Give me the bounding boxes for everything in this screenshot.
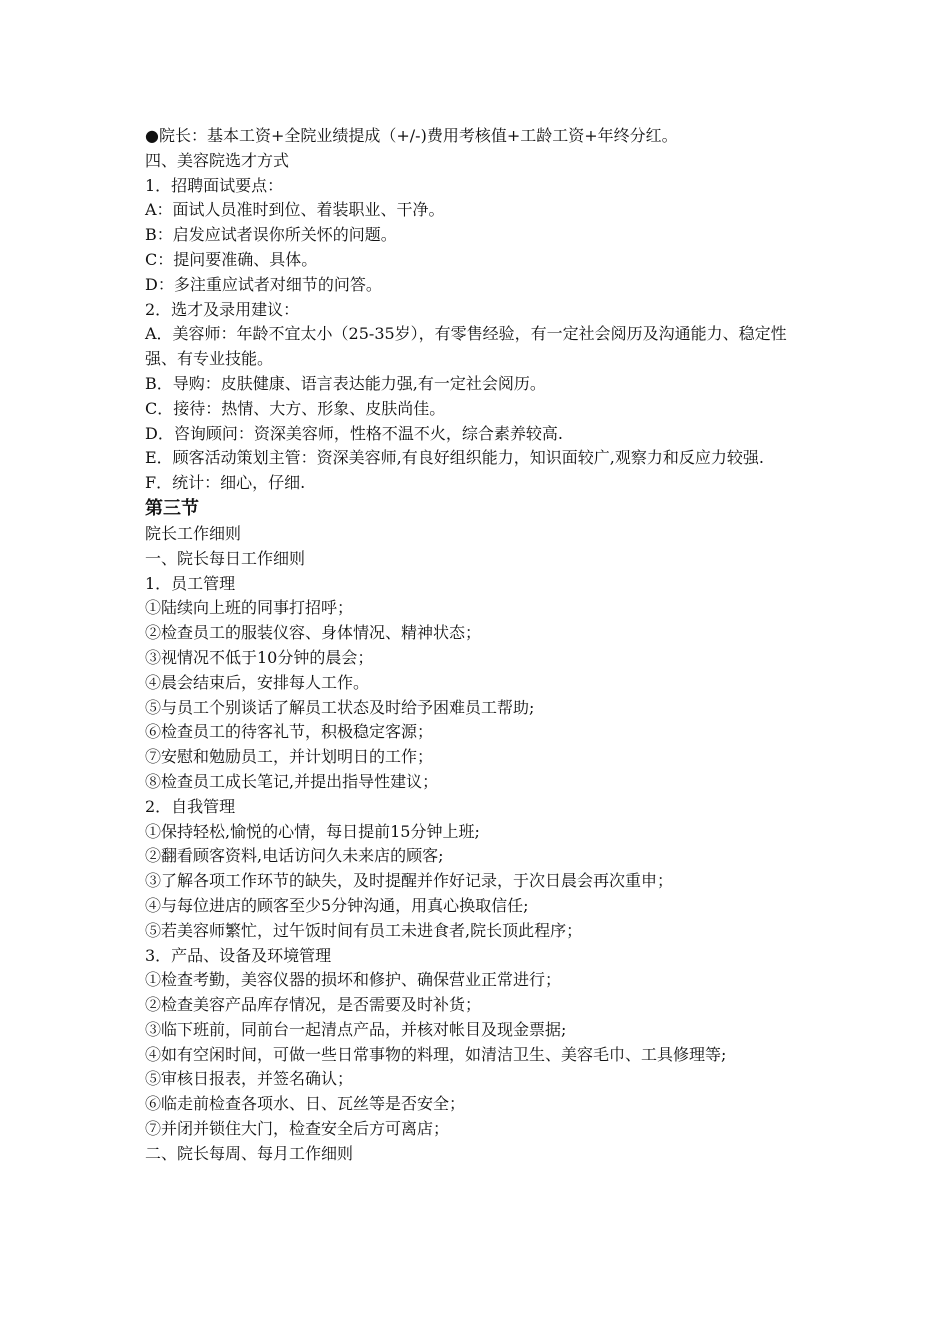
text-line: E．顾客活动策划主管：资深美容师,有良好组织能力，知识面较广,观察力和反应力较强.	[145, 448, 764, 468]
text-line: ⑦安慰和勉励员工，并计划明日的工作；	[145, 747, 434, 767]
document-page	[145, 124, 810, 1167]
text-line: ④晨会结束后，安排每人工作。	[145, 672, 370, 692]
text-line: ①检查考勤，美容仪器的损坏和修护、确保营业正常进行；	[145, 970, 562, 990]
text-line: B：启发应试者误你所关怀的问题。	[145, 225, 397, 245]
text-line: 2．自我管理	[145, 796, 236, 816]
text-line: C：提问要准确、具体。	[145, 249, 318, 269]
text-line: D：多注重应试者对细节的问答。	[145, 274, 382, 294]
text-line: 二、院长每周、每月工作细则	[145, 1143, 354, 1163]
text-line: ⑥临走前检查各项水、日、瓦丝等是否安全；	[145, 1094, 466, 1114]
text-line: ③视情况不低于10分钟的晨会；	[145, 647, 374, 667]
text-line: ③了解各项工作环节的缺失，及时提醒并作好记录，于次日晨会再次重申；	[145, 871, 674, 891]
text-line: ②检查美容产品库存情况，是否需要及时补货；	[145, 995, 482, 1015]
text-line: A：面试人员准时到位、着装职业、干净。	[145, 200, 445, 220]
text-line: ⑤若美容师繁忙，过午饭时间有员工未进食者,院长顶此程序；	[145, 920, 583, 940]
text-line: 1．员工管理	[145, 573, 236, 593]
text-line: ⑤与员工个别谈话了解员工状态及时给予困难员工帮助;	[145, 697, 535, 717]
text-line: 1．招聘面试要点：	[145, 175, 284, 195]
section-heading: 第三节	[145, 497, 199, 519]
text-line: ②翻看顾客资料,电话访问久未来店的顾客;	[145, 846, 444, 866]
text-line: C．接待：热情、大方、形象、皮肤尚佳。	[145, 398, 446, 418]
text-line: ⑧检查员工成长笔记,并提出指导性建议；	[145, 771, 439, 791]
text-line: 四、美容院选才方式	[145, 150, 290, 170]
text-line: ●院长：基本工资+全院业绩提成（+/-)费用考核值+工龄工资+年终分红。	[145, 126, 678, 145]
text-line: ④与每位进店的顾客至少5分钟沟通，用真心换取信任;	[145, 895, 529, 915]
text-line: B．导购：皮肤健康、语言表达能力强,有一定社会阅历。	[145, 373, 546, 393]
text-line: D．咨询顾问：资深美容师，性格不温不火，综合素养较高.	[145, 423, 563, 443]
text-line: F．统计：细心，仔细.	[145, 473, 306, 493]
text-line: A．美容师：年龄不宜太小（25-35岁），有零售经验，有一定社会阅历及沟通能力、稳定性强、有专业技能。	[145, 324, 787, 369]
text-line: ④如有空闲时间，可做一些日常事物的料理，如清洁卫生、美容毛巾、工具修理等;	[145, 1044, 727, 1064]
text-line: ②检查员工的服装仪容、身体情况、精神状态；	[145, 623, 482, 643]
text-line: ⑥检查员工的待客礼节，积极稳定客源；	[145, 722, 434, 742]
text-line: ③临下班前，同前台一起清点产品，并核对帐目及现金票据;	[145, 1019, 567, 1039]
text-line: ⑤审核日报表，并签名确认；	[145, 1069, 354, 1089]
text-line: ⑦并闭并锁住大门，检查安全后方可离店；	[145, 1119, 450, 1139]
text-line: 院长工作细则	[145, 523, 242, 543]
text-line: 一、院长每日工作细则	[145, 548, 306, 568]
text-line: 3．产品、设备及环境管理	[145, 945, 332, 965]
text-line: ①陆续向上班的同事打招呼；	[145, 598, 354, 618]
text-line: 2．选才及录用建议：	[145, 299, 300, 319]
text-line: ①保持轻松,愉悦的心情，每日提前15分钟上班;	[145, 821, 480, 841]
